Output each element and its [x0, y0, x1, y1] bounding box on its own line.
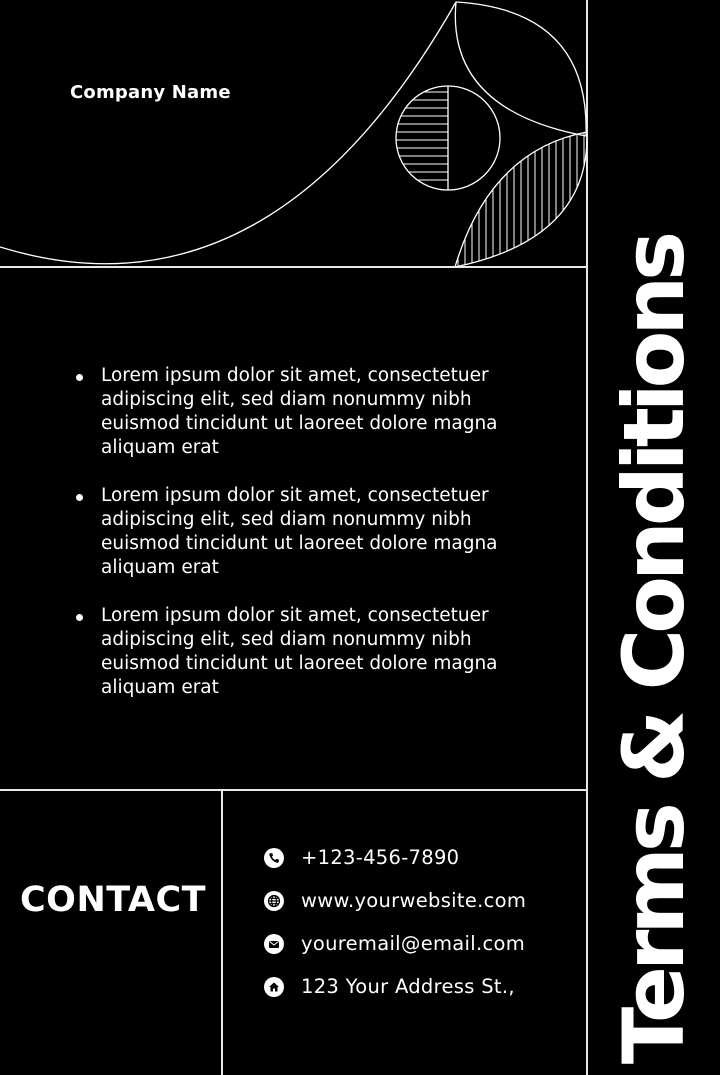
bullet-icon	[76, 614, 83, 621]
terms-list	[76, 364, 546, 724]
horizontal-divider-bottom	[0, 789, 587, 791]
vertical-divider-contact	[221, 790, 223, 1075]
contact-phone[interactable]	[264, 846, 459, 869]
contact-address[interactable]	[264, 975, 515, 998]
contact-text: +123-456-7890	[301, 846, 460, 869]
contact-email[interactable]	[264, 932, 525, 955]
geometric-decoration	[0, 0, 588, 268]
email-icon	[264, 934, 284, 954]
term-text: Lorem ipsum dolor sit amet, consectetuer adipiscing elit, sed diam nonummy nibh euismod tincidunt ut laoreet dolore magna aliquam erat	[101, 485, 498, 578]
contact-website[interactable]	[264, 889, 526, 912]
list-item	[76, 364, 546, 460]
contact-text: 123 Your Address St.,	[301, 975, 515, 998]
home-icon	[264, 977, 284, 997]
phone-icon	[264, 848, 284, 868]
contact-text: youremail@email.com	[301, 932, 526, 955]
bullet-icon	[76, 494, 83, 501]
globe-icon	[264, 891, 284, 911]
page-title: Terms & Conditions	[605, 235, 703, 1065]
list-item	[76, 484, 546, 580]
contact-text: www.yourwebsite.com	[301, 889, 527, 912]
company-name: Company Name	[70, 82, 231, 103]
term-text: Lorem ipsum dolor sit amet, consectetuer adipiscing elit, sed diam nonummy nibh euismod tincidunt ut laoreet dolore magna aliquam erat	[101, 365, 498, 458]
term-text: Lorem ipsum dolor sit amet, consectetuer adipiscing elit, sed diam nonummy nibh euismod tincidunt ut laoreet dolore magna aliquam erat	[101, 605, 498, 698]
contact-heading: CONTACT	[20, 880, 207, 920]
bullet-icon	[76, 374, 83, 381]
list-item	[76, 604, 546, 700]
